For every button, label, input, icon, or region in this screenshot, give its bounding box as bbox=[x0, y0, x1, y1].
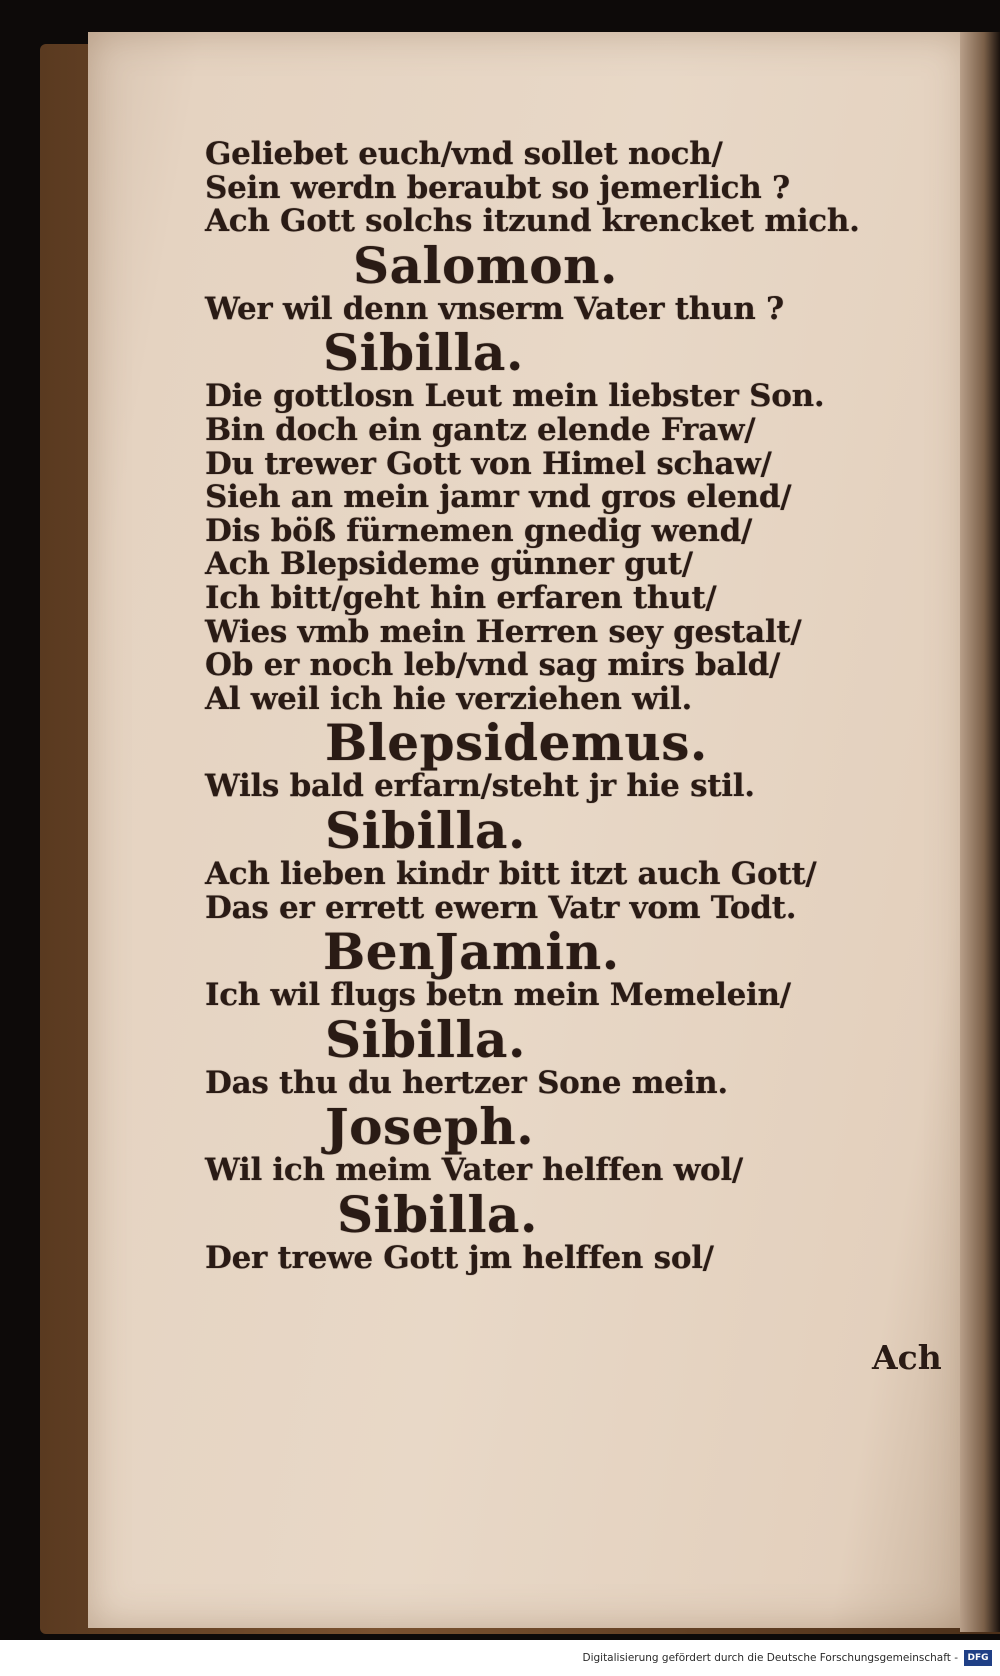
verse-line: Das er errett ewern Vatr vom Todt. bbox=[205, 889, 797, 926]
verse-line: Das thu du hertzer Sone mein. bbox=[205, 1064, 728, 1101]
verse-line: Ach lieben kindr bitt itzt auch Gott/ bbox=[205, 855, 817, 892]
funding-credit: Digitalisierung gefördert durch die Deutsche Forschungsgemeinschaft - bbox=[582, 1652, 958, 1664]
verse-line: Dis böß fürnemen gnedig wend/ bbox=[205, 512, 753, 549]
verse-line: Ich bitt/geht hin erfaren thut/ bbox=[205, 579, 717, 616]
verse-line: Wer wil denn vnserm Vater thun ? bbox=[205, 290, 784, 327]
verse-line: Sein werdn beraubt so jemerlich ? bbox=[205, 169, 790, 206]
verse-line: Wies vmb mein Herren sey gestalt/ bbox=[205, 613, 802, 650]
verse-line: Geliebet euch/vnd sollet noch/ bbox=[205, 136, 723, 172]
speaker-name: Joseph. bbox=[325, 1097, 535, 1157]
verse-line: Ach Gott solchs itzund krencket mich. bbox=[205, 203, 860, 240]
speaker-name: Blepsidemus. bbox=[325, 713, 708, 773]
page-edge-right bbox=[960, 32, 1000, 1632]
speaker-name: Sibilla. bbox=[337, 1184, 538, 1244]
verse-line: Die gottlosn Leut mein liebster Son. bbox=[205, 378, 825, 415]
verse-line: Ich wil flugs betn mein Memelein/ bbox=[205, 977, 791, 1014]
footer-bar bbox=[0, 1640, 1000, 1676]
verse-line: Wils bald erfarn/steht jr hie stil. bbox=[205, 768, 755, 805]
page-text bbox=[205, 138, 865, 1275]
verse-line: Ach Blepsideme günner gut/ bbox=[205, 546, 693, 583]
catchword: Ach bbox=[872, 1338, 942, 1377]
speaker-name: Sibilla. bbox=[325, 1009, 526, 1069]
speaker-name: Sibilla. bbox=[325, 800, 526, 860]
verse-line: Al weil ich hie verziehen wil. bbox=[205, 680, 692, 717]
speaker-name: Sibilla. bbox=[323, 323, 524, 383]
verse-line: Du trewer Gott von Himel schaw/ bbox=[205, 445, 772, 482]
speaker-name: Salomon. bbox=[353, 235, 618, 295]
verse-line: Bin doch ein gantz elende Fraw/ bbox=[205, 411, 756, 448]
verse-line: Ob er noch leb/vnd sag mirs bald/ bbox=[205, 647, 781, 684]
dfg-logo: DFG bbox=[964, 1650, 992, 1666]
speaker-name: BenJamin. bbox=[323, 922, 620, 982]
verse-line: Sieh an mein jamr vnd gros elend/ bbox=[205, 479, 792, 516]
verse-line: Wil ich meim Vater helffen wol/ bbox=[205, 1152, 743, 1189]
verse-line: Der trewe Gott jm helffen sol/ bbox=[205, 1239, 714, 1276]
